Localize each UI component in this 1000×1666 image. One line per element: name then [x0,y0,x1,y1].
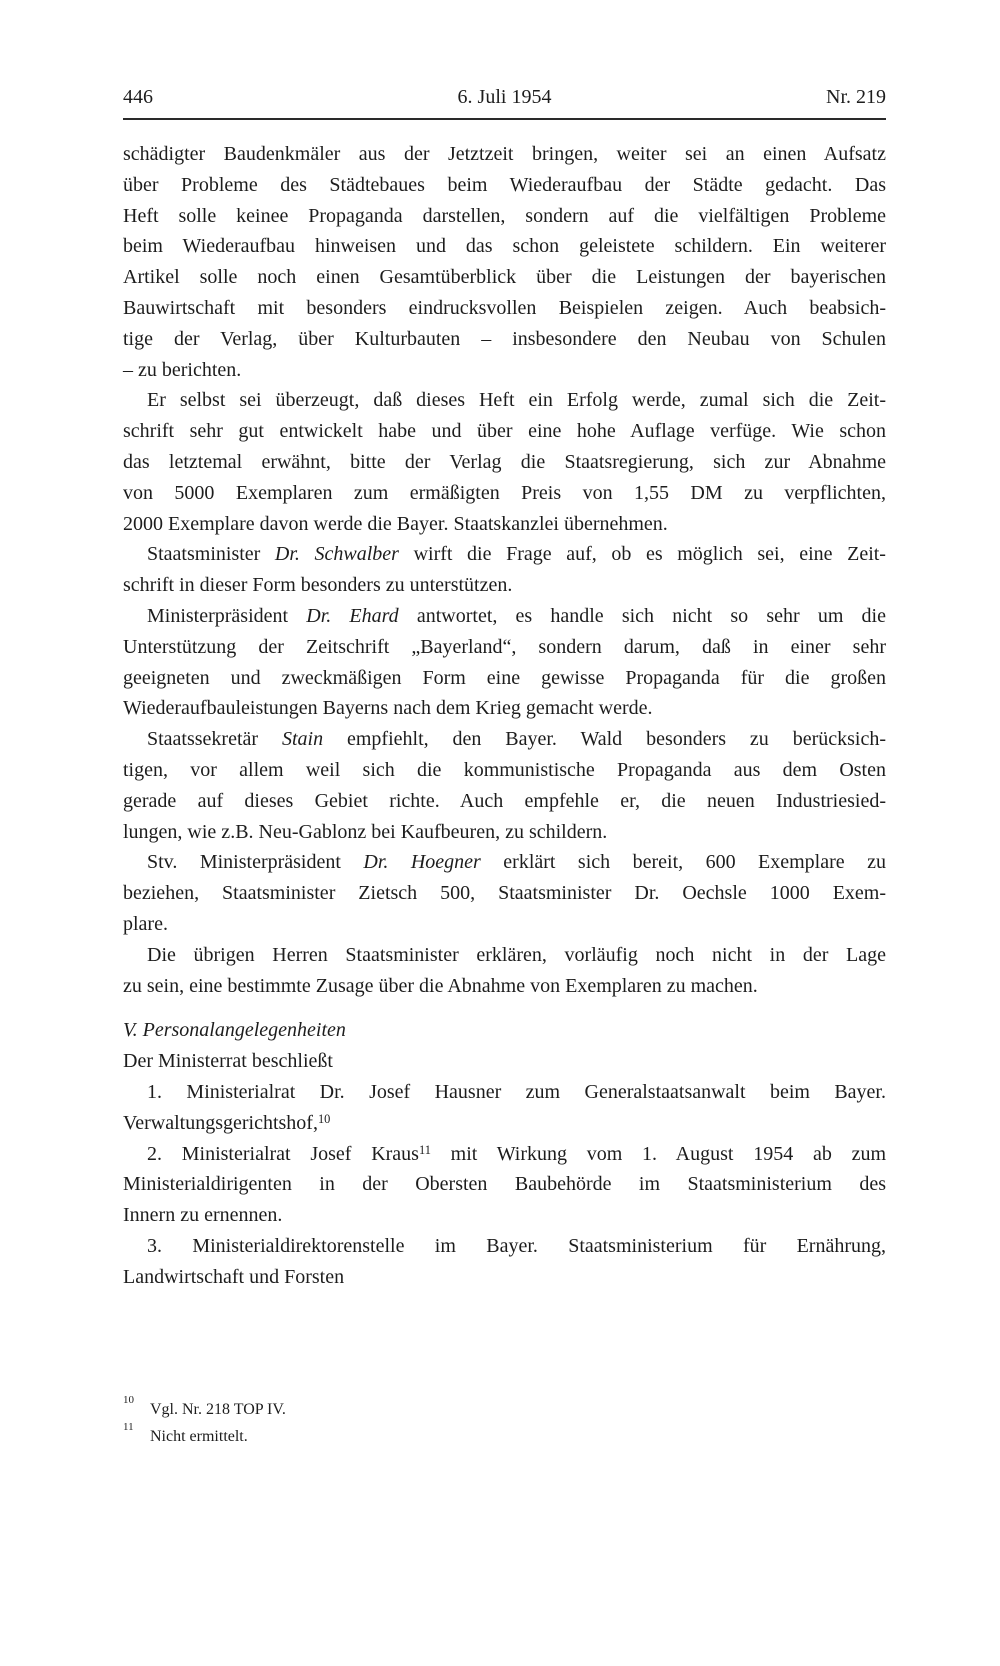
header-date: 6. Juli 1954 [457,86,552,108]
text-segment: Staatsminister [147,543,275,566]
text-segment: 1. Ministerialrat Dr. Josef Hausner zum Generalstaatsanwalt beim Bayer. [147,1080,886,1103]
text-line [123,231,886,262]
text-line [123,447,886,478]
text-line [123,971,886,1002]
body-content [123,139,886,1292]
text-segment: zu sein, eine bestimmte Zusage über die Abnahme von Exemplaren zu machen. [123,974,758,997]
text-line [123,539,886,570]
text-segment: Bauwirtschaft mit besonders eindrucksvollen Beispielen zeigen. Auch beabsich- [123,296,886,319]
text-line [123,1077,886,1108]
text-segment: tige der Verlag, über Kulturbauten – insbesondere den Neubau von Schulen [123,327,886,350]
text-line [123,1015,886,1046]
text-segment: über Probleme des Städtebaues beim Wiederaufbau der Städte gedacht. Das [123,173,886,196]
italic-text: Dr. Hoegner [363,851,481,874]
footnote-reference: 11 [418,1142,431,1157]
text-segment: 2. Ministerialrat Josef Kraus [147,1142,419,1165]
text-segment: schrift sehr gut entwickelt habe und über eine hohe Auflage verfüge. Wie schon [123,420,886,443]
text-segment: Wiederaufbauleistungen Bayerns nach dem Krieg gemacht werde. [123,697,653,720]
text-segment: Der Ministerrat beschließt [123,1050,333,1073]
text-segment: Ministerialdirigenten in der Obersten Baubehörde im Staatsministerium des [123,1173,886,1196]
text-line [123,1108,886,1139]
footnote-marker: 10 [123,1394,134,1407]
text-segment: Verwaltungsgerichtshof, [123,1111,318,1134]
footnote-reference: 10 [317,1112,331,1127]
paragraph [123,385,886,539]
text-segment: wirft die Frage auf, ob es möglich sei, eine Zeit- [398,543,886,566]
text-line [123,909,886,940]
paragraph [123,724,886,847]
text-segment: beziehen, Staatsminister Zietsch 500, Staatsminister Dr. Oechsle 1000 Exem- [123,882,886,905]
text-line [123,786,886,817]
text-line [123,509,886,540]
text-segment: mit Wirkung vom 1. August 1954 ab zum [430,1142,886,1165]
text-line [123,1139,886,1170]
text-segment: geeigneten und zweckmäßigen Form eine gewisse Propaganda für die großen [123,666,886,689]
paragraph [123,539,886,601]
text-line [123,570,886,601]
text-segment: erklärt sich bereit, 600 Exemplare zu [480,851,886,874]
text-segment: Artikel solle noch einen Gesamtüberblick über die Leistungen der bayerischen [123,266,886,289]
text-line [123,632,886,663]
text-segment: Die übrigen Herren Staatsminister erklären, vorläufig noch nicht in der Lage [147,943,886,966]
text-segment: schrift in dieser Form besonders zu unterstützen. [123,574,513,597]
paragraph [123,1139,886,1231]
text-segment: Staatssekretär [147,728,282,751]
paragraph [123,940,886,1002]
text-line [123,139,886,170]
text-line [123,878,886,909]
footnote-marker: 11 [123,1421,134,1434]
text-segment: – zu berichten. [123,358,242,381]
footnote [123,1396,886,1423]
text-line [123,817,886,848]
text-segment: 3. Ministerialdirektorenstelle im Bayer. Staatsministerium für Ernährung, [147,1234,886,1257]
text-segment: Ministerpräsident [147,604,307,627]
text-segment: schädigter Baudenkmäler aus der Jetztzeit bringen, weiter sei an einen Aufsatz [123,143,886,165]
text-segment: 2000 Exemplare davon werde die Bayer. Staatskanzlei übernehmen. [123,512,668,535]
footnote-text: Vgl. Nr. 218 TOP IV. [150,1401,286,1419]
text-segment: Unterstützung der Zeitschrift „Bayerland“, sondern darum, daß in einer sehr [123,635,886,658]
text-line [123,416,886,447]
italic-text: V. Personalangelegenheiten [123,1019,346,1042]
text-line [123,940,886,971]
text-segment: das letztemal erwähnt, bitte der Verlag die Staatsregierung, sich zur Abnahme [123,450,886,473]
text-line [123,385,886,416]
footnote [123,1423,886,1450]
paragraph [123,1231,886,1293]
text-line [123,601,886,632]
text-line [123,693,886,724]
text-segment: gerade auf dieses Gebiet richte. Auch empfehle er, die neuen Industriesied- [123,789,886,812]
text-line [123,293,886,324]
text-line [123,1262,886,1293]
text-segment: lungen, wie z.B. Neu-Gablonz bei Kaufbeuren, zu schildern. [123,820,608,843]
text-line [123,1231,886,1262]
text-segment: Heft solle keinee Propaganda darstellen, sondern auf die vielfältigen Probleme [123,204,886,227]
text-segment: Innern zu ernennen. [123,1204,283,1227]
text-segment: tigen, vor allem weil sich die kommunistische Propaganda aus dem Osten [123,758,886,781]
text-line [123,170,886,201]
footnote-text: Nicht ermittelt. [150,1428,248,1446]
text-line [123,1169,886,1200]
paragraph [123,847,886,939]
italic-text: Dr. Ehard [306,604,399,627]
paragraph [123,601,886,724]
text-line [123,663,886,694]
section-heading [123,1015,886,1046]
text-line [123,262,886,293]
italic-text: Stain [281,728,324,751]
text-line [123,724,886,755]
text-segment: antwortet, es handle sich nicht so sehr um die [398,604,886,627]
paragraph [123,139,886,385]
header-issue-number: Nr. 219 [826,86,886,108]
text-segment: Landwirtschaft und Forsten [123,1265,345,1288]
text-segment: beim Wiederaufbau hinweisen und das schon geleistete schildern. Ein weiterer [123,235,886,258]
text-line [123,355,886,386]
text-segment: von 5000 Exemplaren zum ermäßigten Preis von 1,55 DM zu verpflichten, [123,481,886,504]
text-line [123,847,886,878]
page-number: 446 [123,86,153,108]
running-head [123,84,886,120]
text-segment: empfiehlt, den Bayer. Wald besonders zu berücksich- [323,728,886,751]
text-segment: Er selbst sei überzeugt, daß dieses Heft ein Erfolg werde, zumal sich die Zeit- [147,389,886,412]
text-line [123,755,886,786]
paragraph [123,1077,886,1139]
text-line [123,1046,886,1077]
text-line [123,1200,886,1231]
text-line [123,324,886,355]
text-segment: Stv. Ministerpräsident [147,851,364,874]
text-segment: plare. [123,912,168,935]
text-line [123,201,886,232]
italic-text: Dr. Schwalber [274,543,399,566]
footnotes [123,1396,886,1450]
text-line [123,478,886,509]
paragraph [123,1046,886,1077]
